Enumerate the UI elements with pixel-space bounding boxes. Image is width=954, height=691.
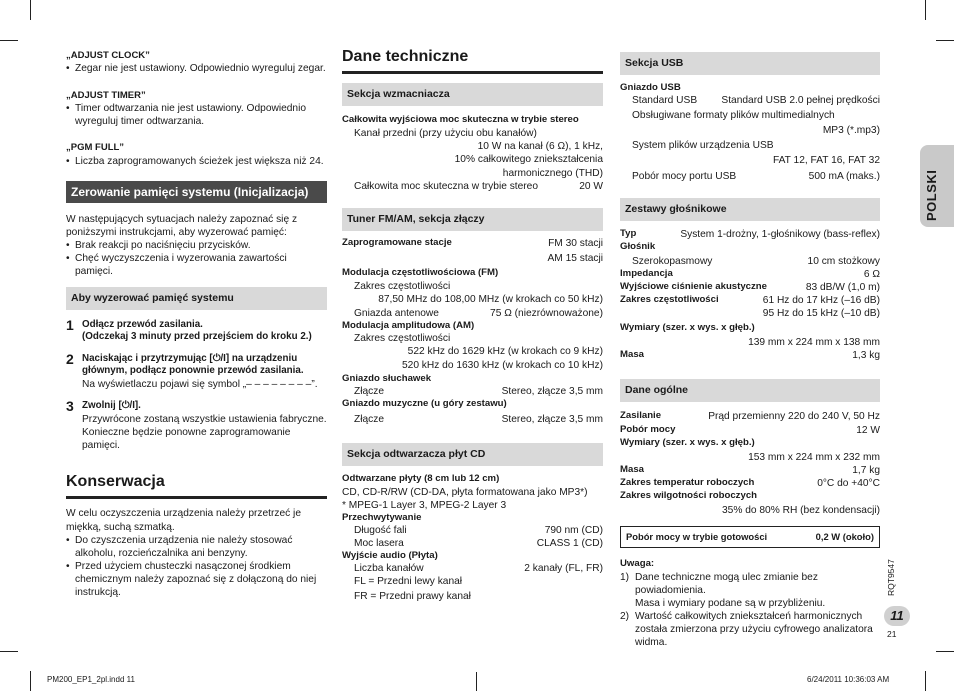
note-2: [620, 610, 880, 649]
szer-val: 10 cm stożkowy: [807, 255, 880, 267]
pgm-full-title: „PGM FULL”: [66, 142, 125, 154]
konserwacja-title: Konserwacja: [66, 473, 165, 490]
konserwacja-intro: W celu oczyszczenia urządzenia należy przetrzeć je miękką, suchą szmatką.: [66, 508, 301, 533]
wave-row: [342, 524, 603, 537]
middle-column: [342, 47, 603, 604]
hp-row: [342, 385, 603, 398]
laser-val: CLASS 1 (CD): [536, 538, 603, 550]
language-tab: [920, 145, 954, 227]
reset-bullet: • Brak reakcji po naciśnięciu przycisków.: [66, 239, 327, 252]
typ-label: Typ: [620, 227, 637, 239]
cd-discs-val: CD, CD-R/RW (CD-DA, płyta formatowana jako MP3*): [342, 486, 588, 498]
pc-val: 12 W: [856, 424, 880, 436]
usb-pwr-val: 500 mA (maks.): [808, 170, 880, 182]
step-number: 2: [66, 350, 74, 367]
preset-label: Zaprogramowane stacje: [342, 237, 452, 249]
crop-mark: [936, 651, 954, 652]
preset-am: AM 15 stacji: [547, 253, 603, 265]
audio-out: Wyjście audio (Płyta): [342, 550, 438, 562]
page-number-small: 21: [887, 629, 897, 639]
usb-std-val: Standard USB 2.0 pełnej prędkości: [721, 95, 880, 107]
crop-mark: [0, 651, 18, 652]
crop-mark: [476, 672, 477, 691]
note-title: Uwaga:: [620, 558, 655, 570]
amp-bold: Całkowita wyjściowa moc skuteczna w trybie stereo: [342, 114, 579, 126]
specs-title: Dane techniczne: [342, 48, 469, 65]
glosnik: Głośnik: [620, 240, 656, 252]
title-rule: [342, 71, 603, 74]
konserwacja-bullet: • Przed użyciem chusteczki nasączonej środkiem chemicznym należy zapoznać się z dołączoną do niej instrukcją.: [66, 560, 327, 599]
preset-row: [342, 237, 603, 250]
fm-ant-label: Gniazda antenowe: [354, 307, 439, 319]
fm-ant: [342, 307, 603, 320]
gmass-val: 1,7 kg: [852, 464, 880, 476]
mass-row: [620, 349, 880, 362]
typ-row: [620, 228, 880, 241]
hum-val: 35% do 80% RH (bez kondensacji): [722, 505, 880, 517]
amp-v2: 10% całkowitego zniekształcenia: [454, 154, 603, 166]
pc-label: Pobór mocy: [620, 423, 676, 435]
chan-val: 2 kanały (FL, FR): [524, 563, 603, 575]
psu-val: Prąd przemienny 220 do 240 V, 50 Hz: [708, 411, 880, 423]
imp-label: Impedancja: [620, 267, 673, 279]
crop-mark: [925, 671, 926, 691]
typ-val: System 1-drożny, 1-głośnikowy (bass-reflex): [680, 228, 880, 240]
dim-val: 139 mm x 224 mm x 138 mm: [748, 337, 880, 349]
footer-file: PM200_EP1_2pl.indd 11: [47, 675, 135, 684]
adjust-clock-text: • Zegar nie jest ustawiony. Odpowiednio wyreguluj zegar.: [66, 62, 327, 75]
crop-mark: [0, 40, 18, 41]
mass-val: 1,3 kg: [852, 350, 880, 362]
amp-total: [342, 180, 603, 193]
cd-header: Sekcja odtwarzacza płyt CD: [342, 443, 603, 466]
spl-row: [620, 281, 880, 294]
doc-code: RQT9547: [886, 559, 896, 596]
note-number: 1): [620, 571, 630, 583]
psu-row: [620, 410, 880, 423]
amp-v1: 10 W na kanał (6 Ω), 1 kHz,: [477, 140, 603, 152]
usb-fs-val: FAT 12, FAT 16, FAT 32: [772, 155, 880, 167]
szer-label: Szerokopasmowy: [632, 255, 713, 267]
gmass-row: [620, 464, 880, 477]
gdim-val: 153 mm x 224 mm x 232 mm: [748, 451, 880, 463]
right-column: [620, 52, 880, 649]
tuner-header: Tuner FM/AM, sekcja złączy: [342, 208, 603, 231]
fm-range-val: 87,50 MHz do 108,00 MHz (w krokach co 50 kHz): [378, 293, 603, 305]
hp-val: Stereo, złącze 3,5 mm: [501, 386, 603, 398]
wave-label: Długość fali: [354, 525, 407, 537]
temp-label: Zakres temperatur roboczych: [620, 476, 755, 488]
am-r2: 520 kHz do 1630 kHz (w krokach co 10 kHz): [401, 360, 603, 371]
amp-total-val: 20 W: [579, 181, 603, 193]
imp-row: [620, 268, 880, 281]
amp-v3: harmonicznego (THD): [502, 167, 603, 179]
music-row: [342, 413, 603, 426]
reset-intro: W następujących sytuacjach należy zapoznać się z poniższymi instrukcjami, aby wyzerować pamięć:: [66, 213, 298, 238]
fm-ant-val: 75 Ω (niezrównoważone): [490, 307, 603, 319]
freq-row: [620, 294, 880, 307]
note-2-text: Wartość całkowitych zniekształceń harmonicznych została zmierzona przy użyciu cyfrowego analizatora widma.: [635, 610, 873, 648]
note-1-text: Dane techniczne mogą ulec zmianie bez powiadomienia.: [635, 571, 818, 596]
imp-val: 6 Ω: [863, 268, 880, 280]
spl-val: 83 dB/W (1,0 m): [805, 281, 880, 293]
pickup: Przechwytywanie: [342, 511, 422, 523]
crop-mark: [30, 671, 31, 691]
am-range-label: Zakres częstotliwości: [354, 333, 451, 345]
cd-mpeg: * MPEG-1 Layer 3, MPEG-2 Layer 3: [342, 499, 507, 511]
music-conn: Złącze: [354, 414, 385, 426]
page-number-badge: 11: [884, 606, 910, 626]
title-rule: [66, 496, 327, 499]
left-column: [66, 50, 327, 452]
note-1b-text: Masa i wymiary podane są w przybliżeniu.: [635, 597, 826, 609]
usb-fmt-val: MP3 (*.mp3): [822, 125, 880, 137]
step-number: 1: [66, 316, 74, 333]
freq-v1: 61 Hz do 17 kHz (–16 dB): [762, 295, 880, 306]
amp-total-label: Całkowita moc skuteczna w trybie stereo: [354, 181, 539, 193]
psu-label: Zasilanie: [620, 410, 662, 422]
laser-row: [342, 537, 603, 550]
freq-label: Zakres częstotliwości: [620, 294, 719, 305]
footer-date: 6/24/2011 10:36:03 AM: [807, 675, 890, 684]
temp-val: 0°C do +40°C: [817, 477, 880, 489]
gmass-label: Masa: [620, 463, 644, 475]
konserwacja-bullet: • Do czyszczenia urządzenia nie należy stosować alkoholu, rozcieńczalnika ani benzyny.: [66, 534, 327, 560]
fm-mod: Modulacja częstotliwościowa (FM): [342, 267, 499, 279]
note-number: 2): [620, 610, 630, 622]
crop-mark: [925, 0, 926, 20]
hum-label: Zakres wilgotności roboczych: [620, 489, 758, 501]
fm-range-label: Zakres częstotliwości: [354, 280, 451, 292]
reset-header: Zerowanie pamięci systemu (Inicjalizacja): [66, 181, 327, 203]
crop-mark: [30, 0, 31, 20]
usb-port: Gniazdo USB: [620, 82, 681, 93]
am-mod: Modulacja amplitudowa (AM): [342, 319, 475, 331]
gdim-label: Wymiary (szer. x wys. x głęb.): [620, 436, 755, 448]
laser-label: Moc lasera: [354, 538, 404, 550]
hp-label: Gniazdo słuchawek: [342, 372, 432, 384]
step-1-b: (Odczekaj 3 minuty przed przejściem do kroku 2.): [82, 331, 312, 343]
gen-header: Dane ogólne: [620, 379, 880, 402]
step-2-a: Naciskając i przytrzymując [⏻/I] na urządzeniu głównym, podłącz ponownie przewód zasilania.: [82, 352, 304, 377]
reset-sub-header: Aby wyzerować pamięć systemu: [66, 287, 327, 310]
pc-row: [620, 424, 880, 437]
music-label: Gniazdo muzyczne (u góry zestawu): [342, 398, 507, 410]
usb-fmt-label: Obsługiwane formaty plików multimedialnych: [632, 110, 835, 122]
usb-std-row: [620, 94, 880, 107]
standby-val: 0,2 W (około): [815, 531, 874, 543]
step-2-b: Na wyświetlaczu pojawi się symbol „– – – – – – – –”.: [82, 379, 318, 391]
step-2: [66, 350, 327, 391]
note-1: [620, 571, 880, 610]
language-tab-label: POLSKI: [924, 169, 939, 221]
spl-label: Wyjściowe ciśnienie akustyczne: [620, 280, 767, 292]
konserwacja-section: [66, 472, 327, 599]
szer-row: [620, 255, 880, 268]
fl: FL = Przedni lewy kanał: [354, 576, 463, 588]
standby-label: Pobór mocy w trybie gotowości: [626, 531, 768, 543]
dim-label: Wymiary (szer. x wys. x głęb.): [620, 322, 755, 334]
hp-conn: Złącze: [354, 386, 385, 398]
adjust-clock-title: „ADJUST CLOCK”: [66, 50, 150, 61]
amp-header: Sekcja wzmacniacza: [342, 83, 603, 106]
step-3: [66, 400, 327, 452]
wave-val: 790 nm (CD): [544, 525, 603, 537]
pgm-full-text: • Liczba zaprogramowanych ścieżek jest większa niż 24.: [66, 155, 327, 168]
freq-v2: 95 Hz do 15 kHz (–10 dB): [762, 308, 880, 320]
usb-pwr-label: Pobór mocy portu USB: [632, 170, 737, 182]
amp-front: Kanał przedni (przy użyciu obu kanałów): [354, 127, 537, 139]
crop-mark: [936, 40, 954, 41]
usb-fs-label: System plików urządzenia USB: [632, 140, 774, 152]
step-1-a: Odłącz przewód zasilania.: [82, 318, 203, 330]
step-number: 3: [66, 398, 74, 415]
adjust-timer-text: • Timer odtwarzania nie jest ustawiony. Odpowiednio wyreguluj timer odtwarzania.: [66, 102, 327, 128]
step-3-b: Przywrócone zostaną wszystkie ustawienia fabryczne. Konieczne będzie ponowne zaprogramowanie pamięci.: [82, 413, 327, 451]
music-val: Stereo, złącze 3,5 mm: [501, 414, 603, 426]
temp-row: [620, 477, 880, 490]
step-1: [66, 316, 327, 344]
usb-header: Sekcja USB: [620, 52, 880, 75]
am-r1: 522 kHz do 1629 kHz (w krokach co 9 kHz): [407, 346, 603, 358]
preset-fm: FM 30 stacji: [548, 238, 603, 250]
usb-std-label: Standard USB: [632, 95, 698, 107]
chan-row: [342, 562, 603, 575]
chan-label: Liczba kanałów: [354, 563, 424, 575]
fr: FR = Przedni prawy kanał: [354, 590, 471, 602]
usb-pwr-row: [620, 170, 880, 183]
cd-discs: Odtwarzane płyty (8 cm lub 12 cm): [342, 473, 500, 485]
step-3-a: Zwolnij [⏻/I].: [82, 400, 141, 412]
adjust-timer-title: „ADJUST TIMER”: [66, 90, 146, 102]
mass-label: Masa: [620, 349, 644, 361]
reset-bullet: • Chęć wyczyszczenia i wyzerowania zawartości pamięci.: [66, 252, 327, 278]
spk-header: Zestawy głośnikowe: [620, 198, 880, 221]
standby-box: [620, 526, 880, 548]
